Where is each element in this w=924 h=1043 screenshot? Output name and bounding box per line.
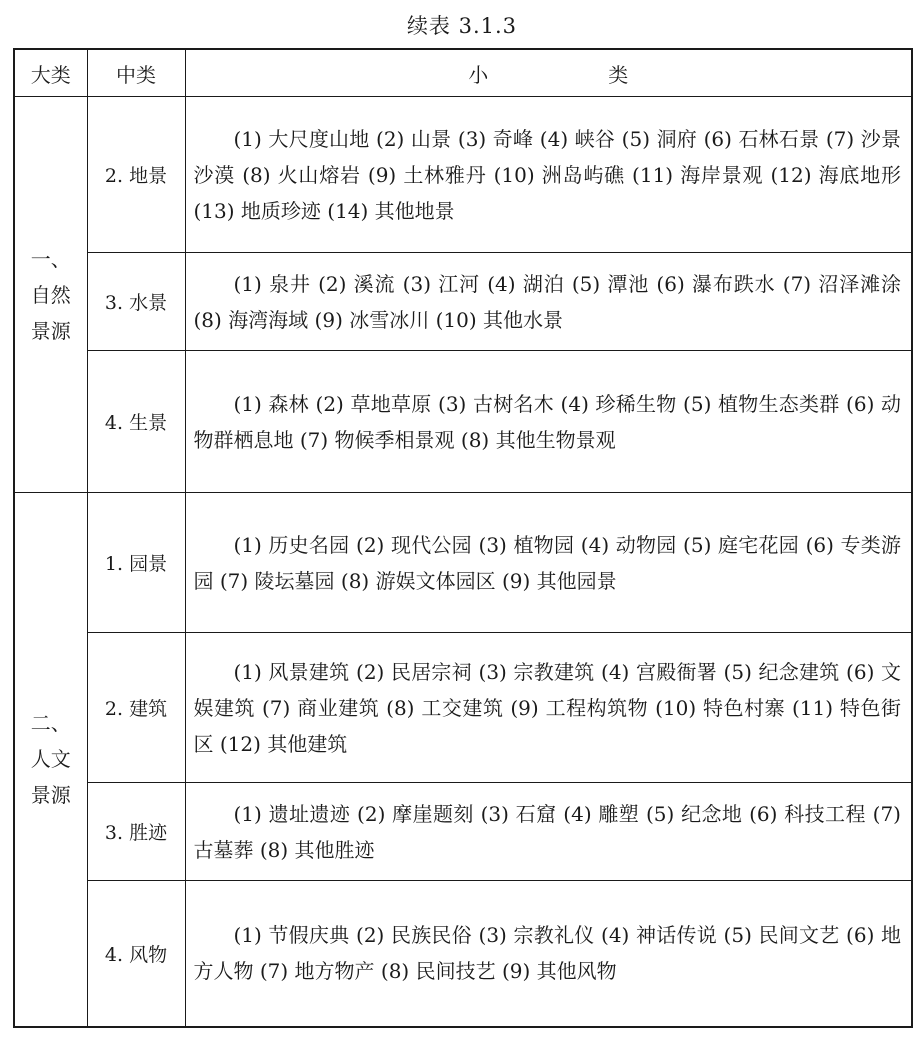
middle-category: 3. 水景 [87, 253, 185, 351]
table-caption: 续表 3.1.3 [406, 14, 518, 38]
minor-category-list: (1) 大尺度山地 (2) 山景 (3) 奇峰 (4) 峡谷 (5) 洞府 (6) 石林石景 (7) 沙景沙漠 (8) 火山熔岩 (9) 土林雅丹 (10) 洲岛屿礁 (11) 海岸景观 (12) 海底地形 (13) 地质珍迹 (14) 其他地景 [185, 97, 912, 253]
middle-category: 3. 胜迹 [87, 783, 185, 881]
middle-category: 4. 生景 [87, 351, 185, 493]
header-minor: 小 类 [185, 49, 912, 97]
header-major: 大类 [14, 49, 87, 97]
major-category-natural: 一、 自然 景源 [14, 97, 87, 493]
header-middle: 中类 [87, 49, 185, 97]
minor-category-list: (1) 历史名园 (2) 现代公园 (3) 植物园 (4) 动物园 (5) 庭宅花园 (6) 专类游园 (7) 陵坛墓园 (8) 游娱文体园区 (9) 其他园景 [185, 493, 912, 633]
table-row [14, 783, 912, 881]
middle-category: 1. 园景 [87, 493, 185, 633]
minor-category-list: (1) 遗址遗迹 (2) 摩崖题刻 (3) 石窟 (4) 雕塑 (5) 纪念地 (6) 科技工程 (7) 古墓葬 (8) 其他胜迹 [185, 783, 912, 881]
middle-category: 2. 建筑 [87, 633, 185, 783]
middle-category: 4. 风物 [87, 881, 185, 1027]
minor-category-list: (1) 森林 (2) 草地草原 (3) 古树名木 (4) 珍稀生物 (5) 植物生态类群 (6) 动物群栖息地 (7) 物候季相景观 (8) 其他生物景观 [185, 351, 912, 493]
table-header-row [14, 49, 912, 97]
table-row [14, 351, 912, 493]
classification-table [13, 48, 913, 1028]
minor-category-list: (1) 节假庆典 (2) 民族民俗 (3) 宗教礼仪 (4) 神话传说 (5) 民间文艺 (6) 地方人物 (7) 地方物产 (8) 民间技艺 (9) 其他风物 [185, 881, 912, 1027]
table-row [14, 253, 912, 351]
major-category-cultural: 二、 人文 景源 [14, 493, 87, 1027]
table-row [14, 97, 912, 253]
table-row [14, 633, 912, 783]
minor-category-list: (1) 泉井 (2) 溪流 (3) 江河 (4) 湖泊 (5) 潭池 (6) 瀑布跌水 (7) 沼泽滩涂 (8) 海湾海域 (9) 冰雪冰川 (10) 其他水景 [185, 253, 912, 351]
minor-category-list: (1) 风景建筑 (2) 民居宗祠 (3) 宗教建筑 (4) 宫殿衙署 (5) 纪念建筑 (6) 文娱建筑 (7) 商业建筑 (8) 工交建筑 (9) 工程构筑物 (10) 特色村寨 (11) 特色街区 (12) 其他建筑 [185, 633, 912, 783]
table-row [14, 881, 912, 1027]
middle-category: 2. 地景 [87, 97, 185, 253]
table-row [14, 493, 912, 633]
